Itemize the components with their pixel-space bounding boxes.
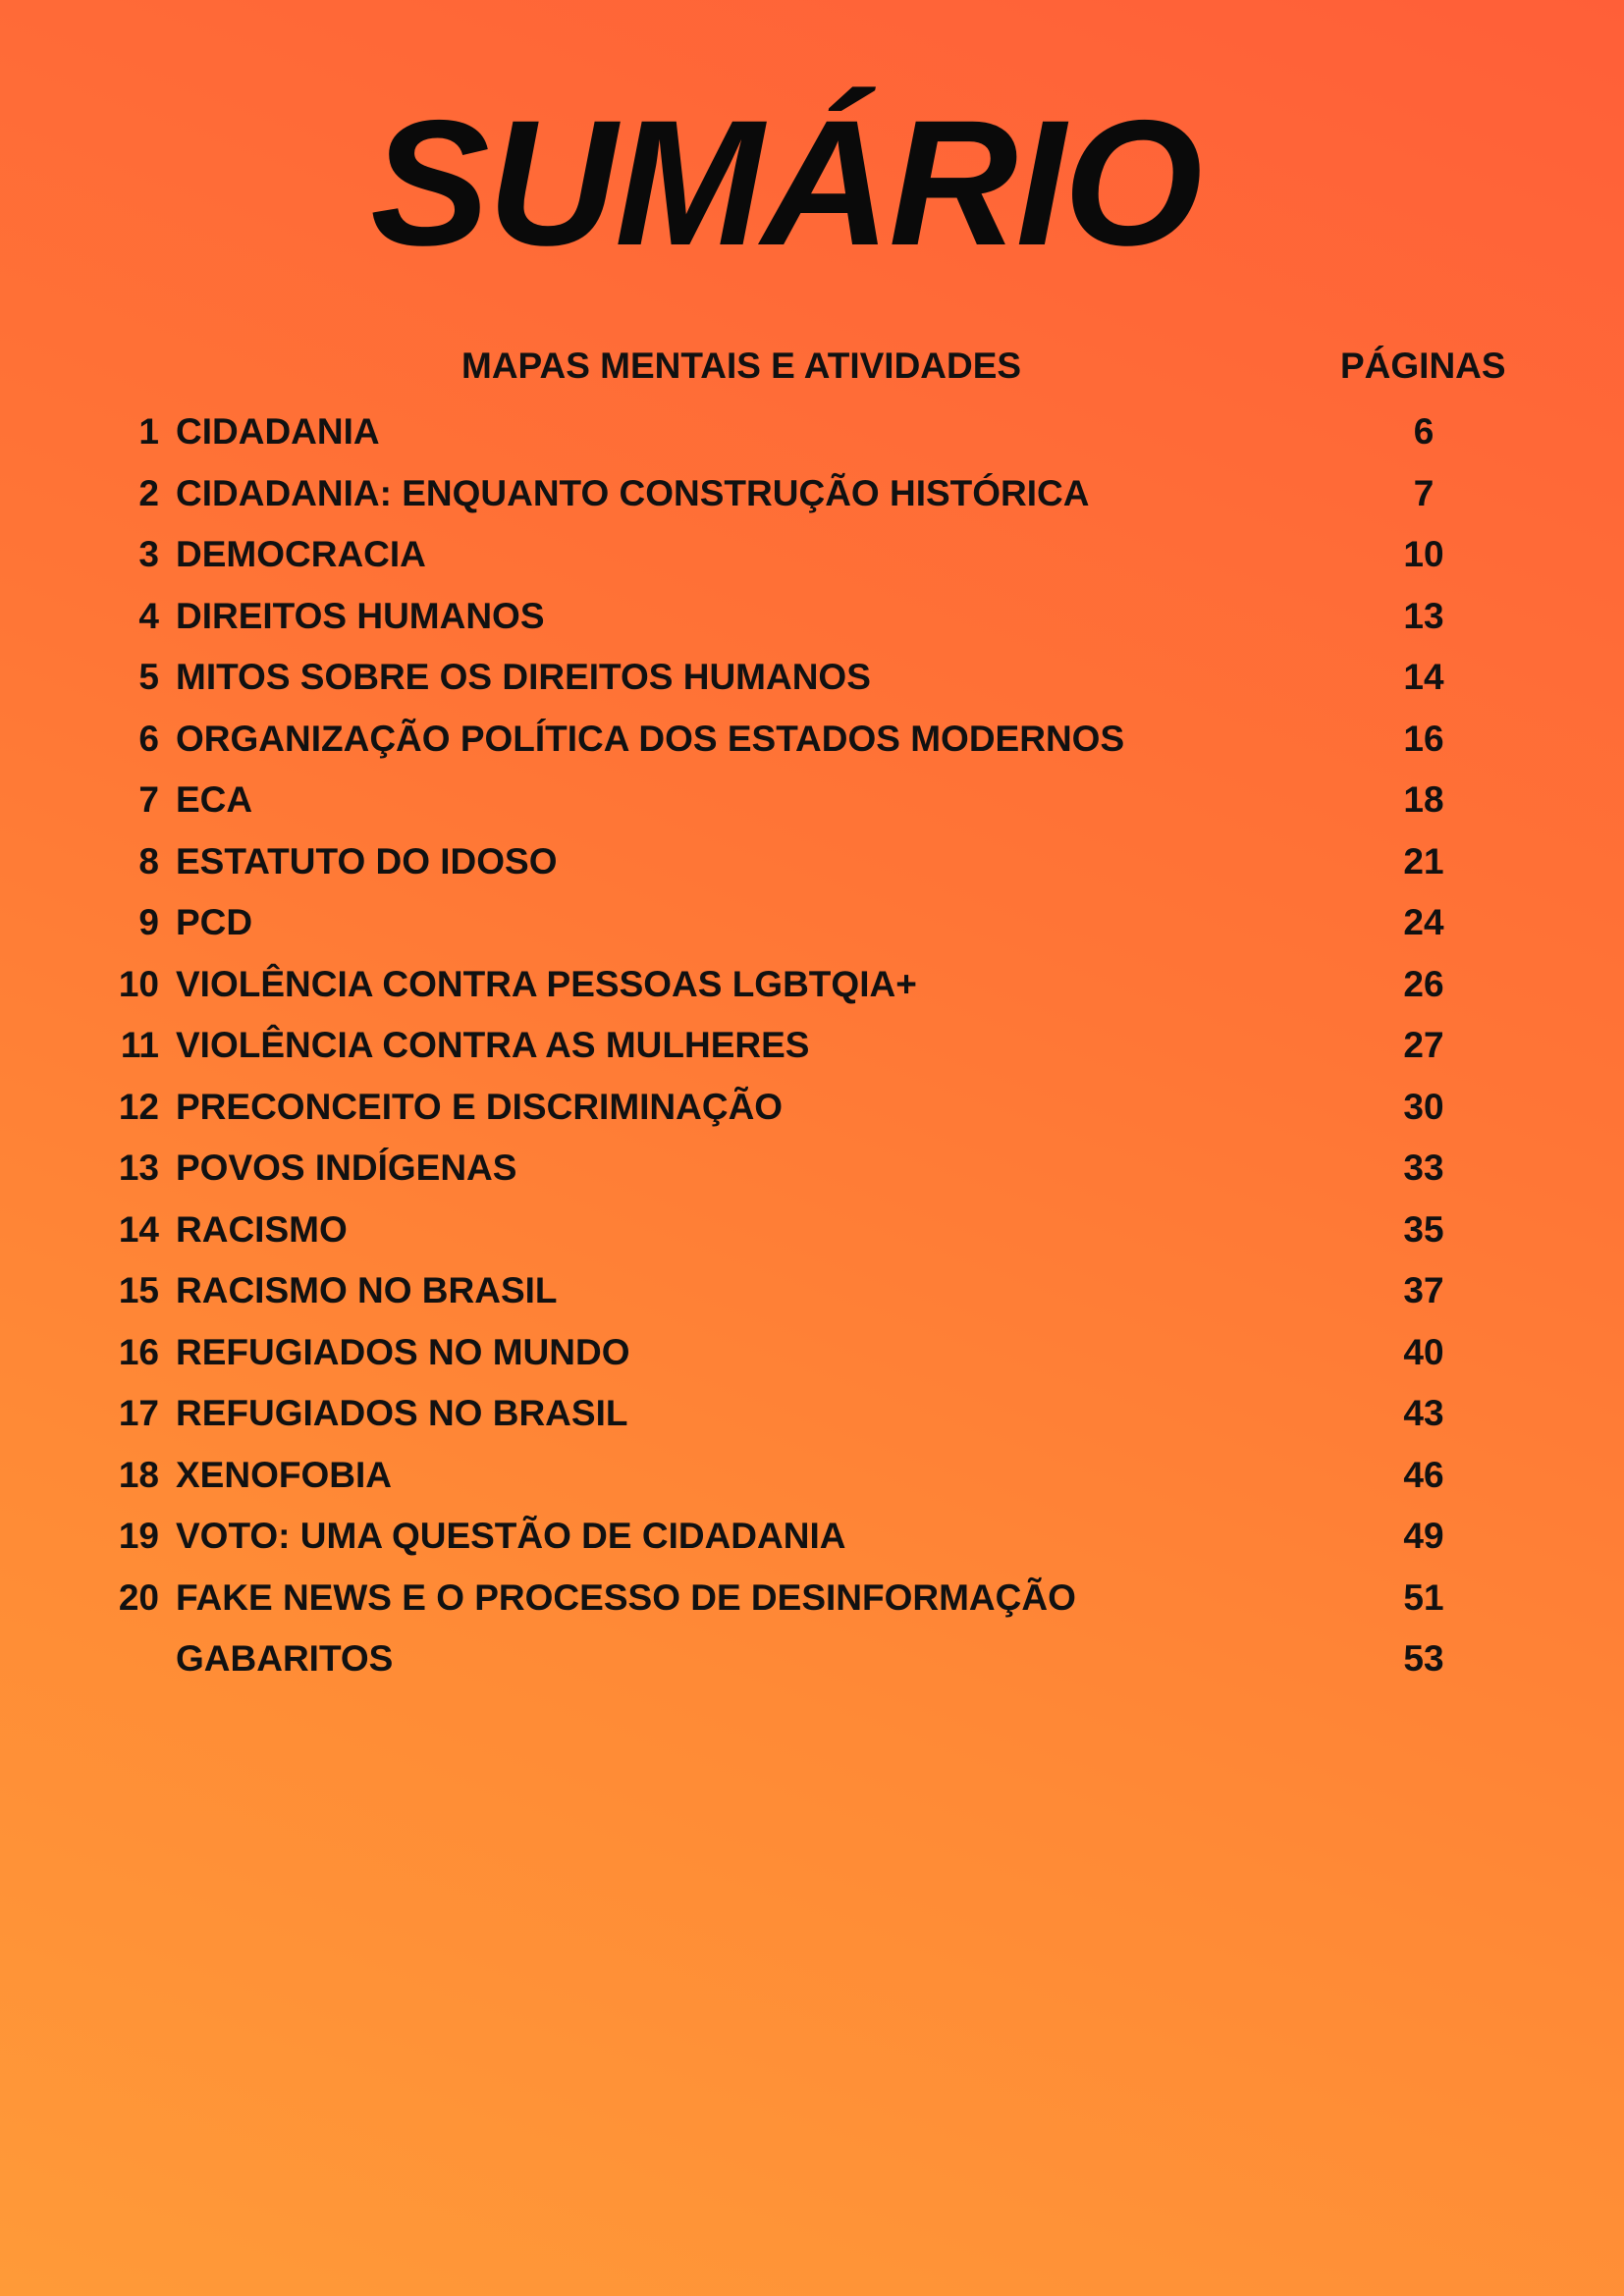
entry-page: 18 bbox=[1403, 779, 1444, 820]
entry-page: 24 bbox=[1403, 902, 1444, 942]
entry-number: 1 bbox=[138, 411, 159, 452]
entry-number: 14 bbox=[118, 1208, 159, 1250]
entry-label: VOTO: UMA QUESTÃO DE CIDADANIA bbox=[176, 1516, 846, 1556]
entry-page: 40 bbox=[1403, 1331, 1444, 1372]
entry-label: VIOLÊNCIA CONTRA AS MULHERES bbox=[176, 1025, 810, 1065]
toc-entry bbox=[0, 407, 1624, 469]
entry-label: REFUGIADOS NO MUNDO bbox=[176, 1331, 630, 1372]
entry-page: 13 bbox=[1403, 595, 1444, 636]
entry-number: 19 bbox=[118, 1516, 159, 1556]
entry-page: 35 bbox=[1403, 1208, 1444, 1250]
toc-list bbox=[0, 407, 1624, 1696]
toc-entry bbox=[0, 1083, 1624, 1145]
entry-page: 16 bbox=[1403, 718, 1444, 759]
entry-label: POVOS INDÍGENAS bbox=[176, 1148, 517, 1188]
entry-number: 5 bbox=[138, 657, 159, 697]
toc-entry bbox=[0, 1634, 1624, 1696]
toc-entry bbox=[0, 1451, 1624, 1513]
entry-number: 13 bbox=[118, 1148, 159, 1188]
entry-page: 6 bbox=[1413, 411, 1435, 452]
entry-label: PCD bbox=[176, 902, 253, 942]
entry-number: 2 bbox=[138, 472, 159, 513]
section-column-header: MAPAS MENTAIS E ATIVIDADES bbox=[461, 346, 1022, 386]
entry-number: 3 bbox=[138, 534, 159, 574]
entry-page: 10 bbox=[1403, 534, 1444, 574]
toc-entry bbox=[0, 1389, 1624, 1451]
toc-entry bbox=[0, 1144, 1624, 1205]
entry-number: 17 bbox=[118, 1393, 159, 1433]
toc-entry bbox=[0, 837, 1624, 899]
entry-label: ECA bbox=[176, 779, 253, 820]
entry-page: 21 bbox=[1403, 840, 1444, 881]
entry-page: 14 bbox=[1403, 657, 1444, 697]
entry-number: 6 bbox=[138, 718, 159, 759]
entry-label: MITOS SOBRE OS DIREITOS HUMANOS bbox=[176, 657, 871, 697]
entry-page: 27 bbox=[1403, 1025, 1444, 1065]
toc-entry bbox=[0, 1512, 1624, 1574]
entry-label: PRECONCEITO E DISCRIMINAÇÃO bbox=[176, 1086, 784, 1127]
entry-label: DEMOCRACIA bbox=[176, 534, 426, 574]
entry-label: GABARITOS bbox=[176, 1638, 394, 1679]
toc-entry bbox=[0, 715, 1624, 776]
toc-entry bbox=[0, 653, 1624, 715]
entry-label: RACISMO NO BRASIL bbox=[176, 1270, 558, 1310]
entry-page: 30 bbox=[1403, 1086, 1444, 1127]
entry-number: 9 bbox=[138, 902, 159, 942]
entry-label: RACISMO bbox=[176, 1208, 348, 1250]
entry-number: 20 bbox=[118, 1576, 159, 1618]
entry-label: REFUGIADOS NO BRASIL bbox=[176, 1393, 628, 1433]
entry-number: 12 bbox=[118, 1086, 159, 1127]
toc-entry bbox=[0, 530, 1624, 592]
entry-number: 8 bbox=[138, 840, 159, 881]
entry-number: 7 bbox=[138, 779, 159, 820]
toc-entry bbox=[0, 898, 1624, 960]
entry-page: 7 bbox=[1413, 472, 1435, 513]
entry-page: 46 bbox=[1403, 1454, 1444, 1495]
entry-number: 4 bbox=[138, 595, 159, 636]
entry-page: 51 bbox=[1403, 1576, 1444, 1618]
entry-page: 49 bbox=[1403, 1516, 1444, 1556]
entry-label: CIDADANIA bbox=[176, 411, 380, 452]
entry-page: 33 bbox=[1403, 1148, 1444, 1188]
entry-label: XENOFOBIA bbox=[176, 1454, 392, 1495]
toc-entry bbox=[0, 1205, 1624, 1267]
entry-number: 15 bbox=[118, 1270, 159, 1310]
entry-number: 18 bbox=[118, 1454, 159, 1495]
page-title: SUMÁRIO bbox=[370, 82, 1201, 283]
toc-entry bbox=[0, 1021, 1624, 1083]
entry-label: VIOLÊNCIA CONTRA PESSOAS LGBTQIA+ bbox=[176, 963, 917, 1004]
entry-label: FAKE NEWS E O PROCESSO DE DESINFORMAÇÃO bbox=[176, 1576, 1076, 1618]
entry-page: 26 bbox=[1403, 963, 1444, 1004]
entry-page: 53 bbox=[1403, 1638, 1444, 1679]
toc-entry bbox=[0, 1574, 1624, 1635]
entry-label: CIDADANIA: ENQUANTO CONSTRUÇÃO HISTÓRICA bbox=[176, 472, 1090, 513]
entry-page: 43 bbox=[1403, 1393, 1444, 1433]
entry-page: 37 bbox=[1403, 1270, 1444, 1310]
entry-label: ESTATUTO DO IDOSO bbox=[176, 840, 558, 881]
pages-column-header: PÁGINAS bbox=[1340, 346, 1506, 386]
toc-entry bbox=[0, 592, 1624, 654]
entry-label: ORGANIZAÇÃO POLÍTICA DOS ESTADOS MODERNOS bbox=[176, 718, 1125, 759]
toc-entry bbox=[0, 1328, 1624, 1390]
toc-entry bbox=[0, 1266, 1624, 1328]
toc-entry bbox=[0, 960, 1624, 1022]
toc-entry bbox=[0, 775, 1624, 837]
entry-number: 16 bbox=[118, 1331, 159, 1372]
entry-label: DIREITOS HUMANOS bbox=[176, 595, 545, 636]
entry-number: 10 bbox=[118, 963, 159, 1004]
toc-entry bbox=[0, 469, 1624, 531]
entry-number: 11 bbox=[120, 1025, 159, 1065]
